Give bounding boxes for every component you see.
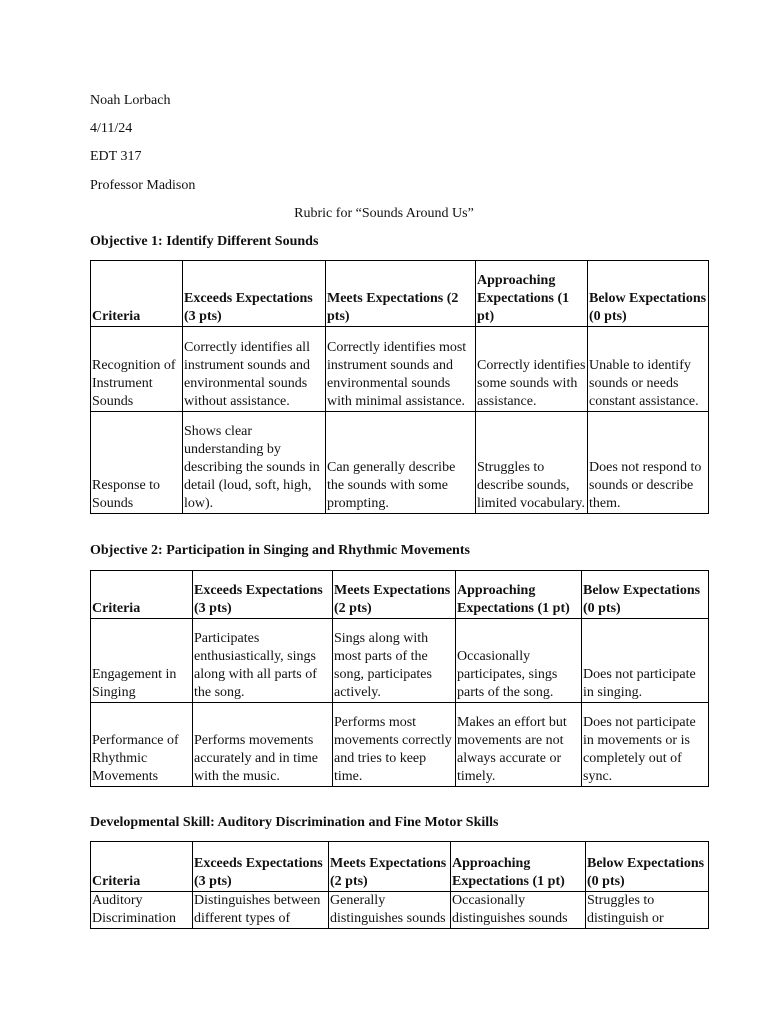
header-meets: Meets Expectations (2 pts) <box>333 571 456 619</box>
cell-meets: Sings along with most parts of the song, participates actively. <box>333 619 456 703</box>
table-header-row <box>91 571 709 619</box>
cell-exceeds: Participates enthusiastically, sings along with all parts of the song. <box>193 619 333 703</box>
cell-meets: Generally distinguishes sounds <box>329 892 451 929</box>
table-header-row <box>91 842 709 892</box>
header-below: Below Expectations (0 pts) <box>586 842 709 892</box>
header-exceeds: Exceeds Expectations (3 pts) <box>193 842 329 892</box>
cell-approaching: Correctly identifies some sounds with assistance. <box>476 327 588 412</box>
table-header-row <box>91 261 709 327</box>
cell-meets: Correctly identifies most instrument sounds and environmental sounds with minimal assistance. <box>326 327 476 412</box>
table-row <box>91 892 709 929</box>
header-criteria: Criteria <box>91 842 193 892</box>
cell-below: Unable to identify sounds or needs constant assistance. <box>588 327 709 412</box>
cell-exceeds: Performs movements accurately and in time with the music. <box>193 703 333 787</box>
cell-meets: Can generally describe the sounds with some prompting. <box>326 412 476 514</box>
cell-exceeds: Distinguishes between different types of <box>193 892 329 929</box>
row-criteria: Performance of Rhythmic Movements <box>91 703 193 787</box>
document-title: Rubric for “Sounds Around Us” <box>294 206 474 221</box>
cell-below: Does not participate in singing. <box>582 619 709 703</box>
cell-below: Does not respond to sounds or describe them. <box>588 412 709 514</box>
header-meets: Meets Expectations (2 pts) <box>329 842 451 892</box>
cell-approaching: Struggles to describe sounds, limited vocabulary. <box>476 412 588 514</box>
rubric-table-developmental-skill <box>90 841 709 929</box>
cell-below: Struggles to distinguish or <box>586 892 709 929</box>
cell-below: Does not participate in movements or is completely out of sync. <box>582 703 709 787</box>
cell-meets: Performs most movements correctly and tries to keep time. <box>333 703 456 787</box>
table-row <box>91 327 709 412</box>
student-name: Noah Lorbach <box>90 93 171 108</box>
rubric-table-objective-1 <box>90 260 709 514</box>
row-criteria: Engagement in Singing <box>91 619 193 703</box>
row-criteria: Recognition of Instrument Sounds <box>91 327 183 412</box>
header-approaching: Approaching Expectations (1 pt) <box>451 842 586 892</box>
header-approaching: Approaching Expectations (1 pt) <box>476 261 588 327</box>
rubric-table-objective-2 <box>90 570 709 787</box>
header-exceeds: Exceeds Expectations (3 pts) <box>183 261 326 327</box>
row-criteria: Response to Sounds <box>91 412 183 514</box>
header-criteria: Criteria <box>91 571 193 619</box>
header-exceeds: Exceeds Expectations (3 pts) <box>193 571 333 619</box>
table-row <box>91 619 709 703</box>
cell-approaching: Occasionally distinguishes sounds <box>451 892 586 929</box>
cell-exceeds: Correctly identifies all instrument sounds and environmental sounds without assistance. <box>183 327 326 412</box>
section-heading-objective-2: Objective 2: Participation in Singing and Rhythmic Movements <box>90 543 470 558</box>
header-approaching: Approaching Expectations (1 pt) <box>456 571 582 619</box>
date: 4/11/24 <box>90 121 133 136</box>
professor: Professor Madison <box>90 178 196 193</box>
cell-exceeds: Shows clear understanding by describing the sounds in detail (loud, soft, high, low). <box>183 412 326 514</box>
course: EDT 317 <box>90 149 142 164</box>
table-row <box>91 412 709 514</box>
cell-approaching: Makes an effort but movements are not always accurate or timely. <box>456 703 582 787</box>
section-heading-objective-1: Objective 1: Identify Different Sounds <box>90 234 319 249</box>
header-meets: Meets Expectations (2 pts) <box>326 261 476 327</box>
header-below: Below Expectations (0 pts) <box>588 261 709 327</box>
cell-approaching: Occasionally participates, sings parts of the song. <box>456 619 582 703</box>
header-criteria: Criteria <box>91 261 183 327</box>
row-criteria: Auditory Discrimination <box>91 892 193 929</box>
table-row <box>91 703 709 787</box>
header-below: Below Expectations (0 pts) <box>582 571 709 619</box>
section-heading-developmental-skill: Developmental Skill: Auditory Discrimination and Fine Motor Skills <box>90 815 499 830</box>
